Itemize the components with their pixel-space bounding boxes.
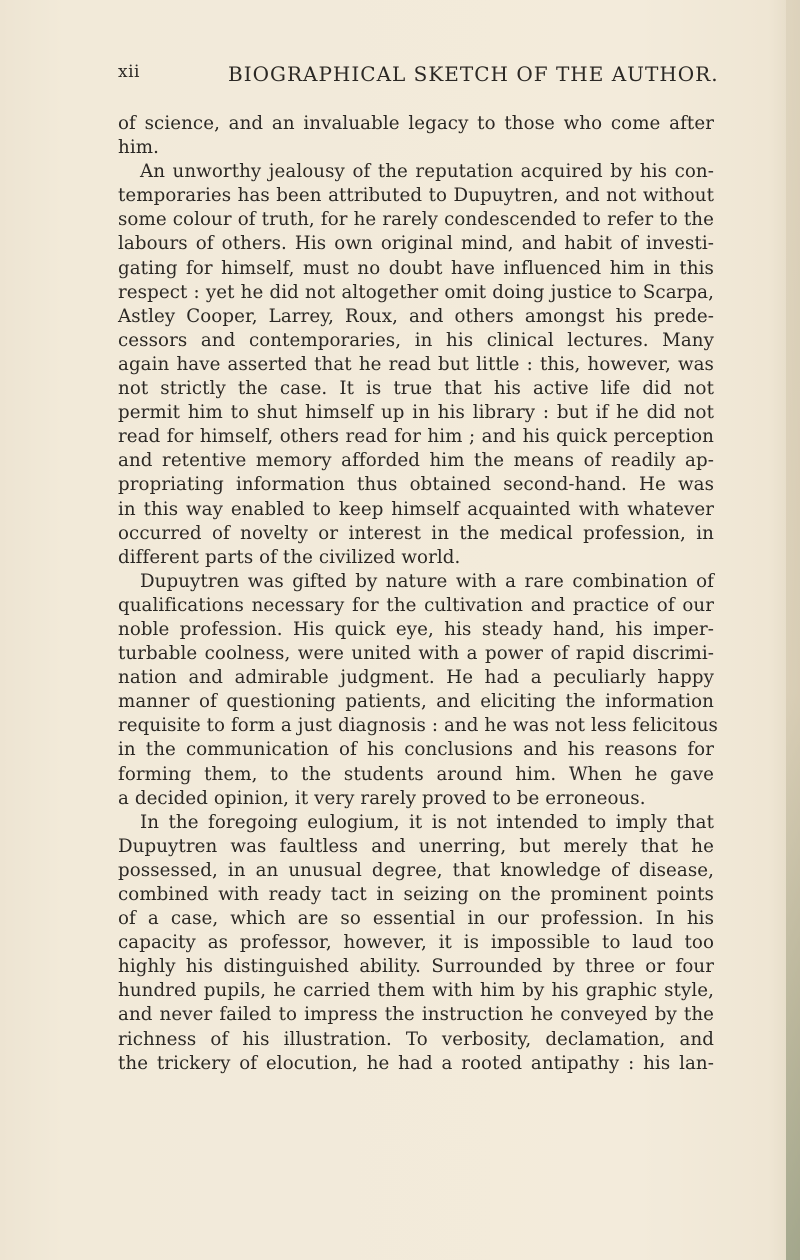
text-line: forming them, to the students around him. When he gave	[118, 763, 714, 785]
text-line: manner of questioning patients, and eliciting the information	[118, 691, 714, 713]
text-line: and never failed to impress the instruction he conveyed by the	[118, 1004, 714, 1026]
text-line: in the communication of his conclusions and his reasons for	[118, 739, 714, 761]
text-line: read for himself, others read for him ; and his quick perception	[118, 426, 714, 448]
text-line: requisite to form a just diagnosis : and he was not less felicitous	[118, 715, 718, 737]
text-line: again have asserted that he read but little : this, however, was	[118, 353, 714, 375]
text-line: In the foregoing eulogium, it is not intended to imply that	[140, 811, 714, 833]
text-line: Dupuytren was faultless and unerring, but merely that he	[118, 835, 714, 857]
page-edge-shadow	[786, 0, 800, 1260]
text-line: the trickery of elocution, he had a rooted antipathy : his lan-	[118, 1052, 714, 1074]
text-line: of a case, which are so essential in our profession. In his	[118, 908, 714, 930]
text-line: hundred pupils, he carried them with him by his graphic style,	[118, 980, 714, 1002]
text-line: temporaries has been attributed to Dupuytren, and not without	[118, 185, 714, 207]
text-line: nation and admirable judgment. He had a peculiarly happy	[118, 667, 714, 689]
text-line: different parts of the civilized world.	[118, 546, 461, 568]
text-line: some colour of truth, for he rarely condescended to refer to the	[118, 209, 714, 231]
text-line: turbable coolness, were united with a power of rapid discrimi-	[118, 643, 714, 665]
page-header	[118, 62, 718, 90]
text-line: qualifications necessary for the cultivation and practice of our	[118, 594, 714, 616]
text-line: respect : yet he did not altogether omit doing justice to Scarpa,	[118, 281, 714, 303]
text-line: occurred of novelty or interest in the medical profession, in	[118, 522, 714, 544]
text-line: cessors and contemporaries, in his clinical lectures. Many	[118, 329, 714, 351]
text-line: permit him to shut himself up in his library : but if he did not	[118, 402, 714, 424]
text-line: propriating information thus obtained second-hand. He was	[118, 474, 714, 496]
text-line: not strictly the case. It is true that his active life did not	[118, 378, 714, 400]
text-line: An unworthy jealousy of the reputation acquired by his con-	[140, 161, 714, 183]
text-line: of science, and an invaluable legacy to those who come after	[118, 113, 714, 134]
text-line: highly his distinguished ability. Surrounded by three or four	[118, 956, 714, 978]
text-line: him.	[118, 137, 159, 159]
text-line: Astley Cooper, Larrey, Roux, and others amongst his prede-	[118, 305, 714, 327]
text-line: gating for himself, must no doubt have influenced him in this	[118, 257, 714, 279]
text-line: combined with ready tact in seizing on the prominent points	[118, 884, 714, 905]
running-title: BIOGRAPHICAL SKETCH OF THE AUTHOR.	[228, 62, 719, 86]
body-text	[118, 112, 718, 1076]
text-line: possessed, in an unusual degree, that knowledge of disease,	[118, 859, 714, 881]
text-line: capacity as professor, however, it is impossible to laud too	[118, 932, 714, 954]
page-number: xii	[118, 62, 140, 82]
text-line: Dupuytren was gifted by nature with a rare combination of	[140, 570, 714, 592]
text-line: labours of others. His own original mind, and habit of investi-	[118, 233, 714, 255]
text-line: in this way enabled to keep himself acquainted with whatever	[118, 498, 714, 520]
text-line: noble profession. His quick eye, his steady hand, his imper-	[118, 618, 714, 640]
text-line: richness of his illustration. To verbosity, declamation, and	[118, 1028, 714, 1050]
text-line: and retentive memory afforded him the means of readily ap-	[118, 450, 714, 472]
text-line: a decided opinion, it very rarely proved to be erroneous.	[118, 787, 646, 809]
